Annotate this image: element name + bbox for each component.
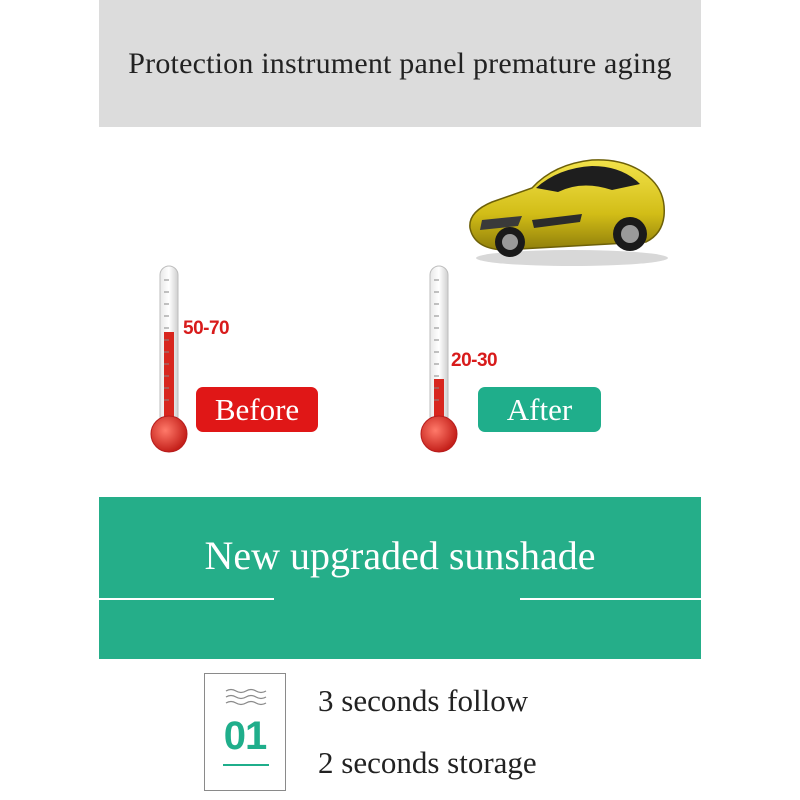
feature-number: 01 bbox=[223, 714, 267, 758]
divider-right bbox=[520, 598, 701, 600]
after-badge bbox=[478, 387, 601, 432]
before-badge-label: Before bbox=[214, 391, 300, 427]
feature-number-underline bbox=[223, 764, 269, 766]
car-image bbox=[462, 150, 670, 270]
before-badge bbox=[196, 387, 318, 432]
divider-left bbox=[99, 598, 274, 600]
sports-car-icon bbox=[462, 150, 670, 270]
thermometer-before-icon bbox=[140, 262, 200, 462]
after-badge-label: After bbox=[506, 391, 573, 427]
feature-number-box bbox=[204, 673, 286, 791]
feature-line-1: 3 seconds follow bbox=[318, 683, 529, 718]
waves-icon bbox=[224, 688, 268, 706]
green-banner-title: New upgraded sunshade bbox=[204, 533, 596, 578]
thermometer-before bbox=[140, 262, 200, 462]
feature-line-2: 2 seconds storage bbox=[318, 745, 537, 780]
top-banner bbox=[99, 0, 701, 127]
before-temp-range: 50-70 bbox=[183, 318, 230, 339]
top-banner-text: Protection instrument panel premature aging bbox=[128, 46, 672, 80]
after-temp-range: 20-30 bbox=[451, 350, 498, 371]
